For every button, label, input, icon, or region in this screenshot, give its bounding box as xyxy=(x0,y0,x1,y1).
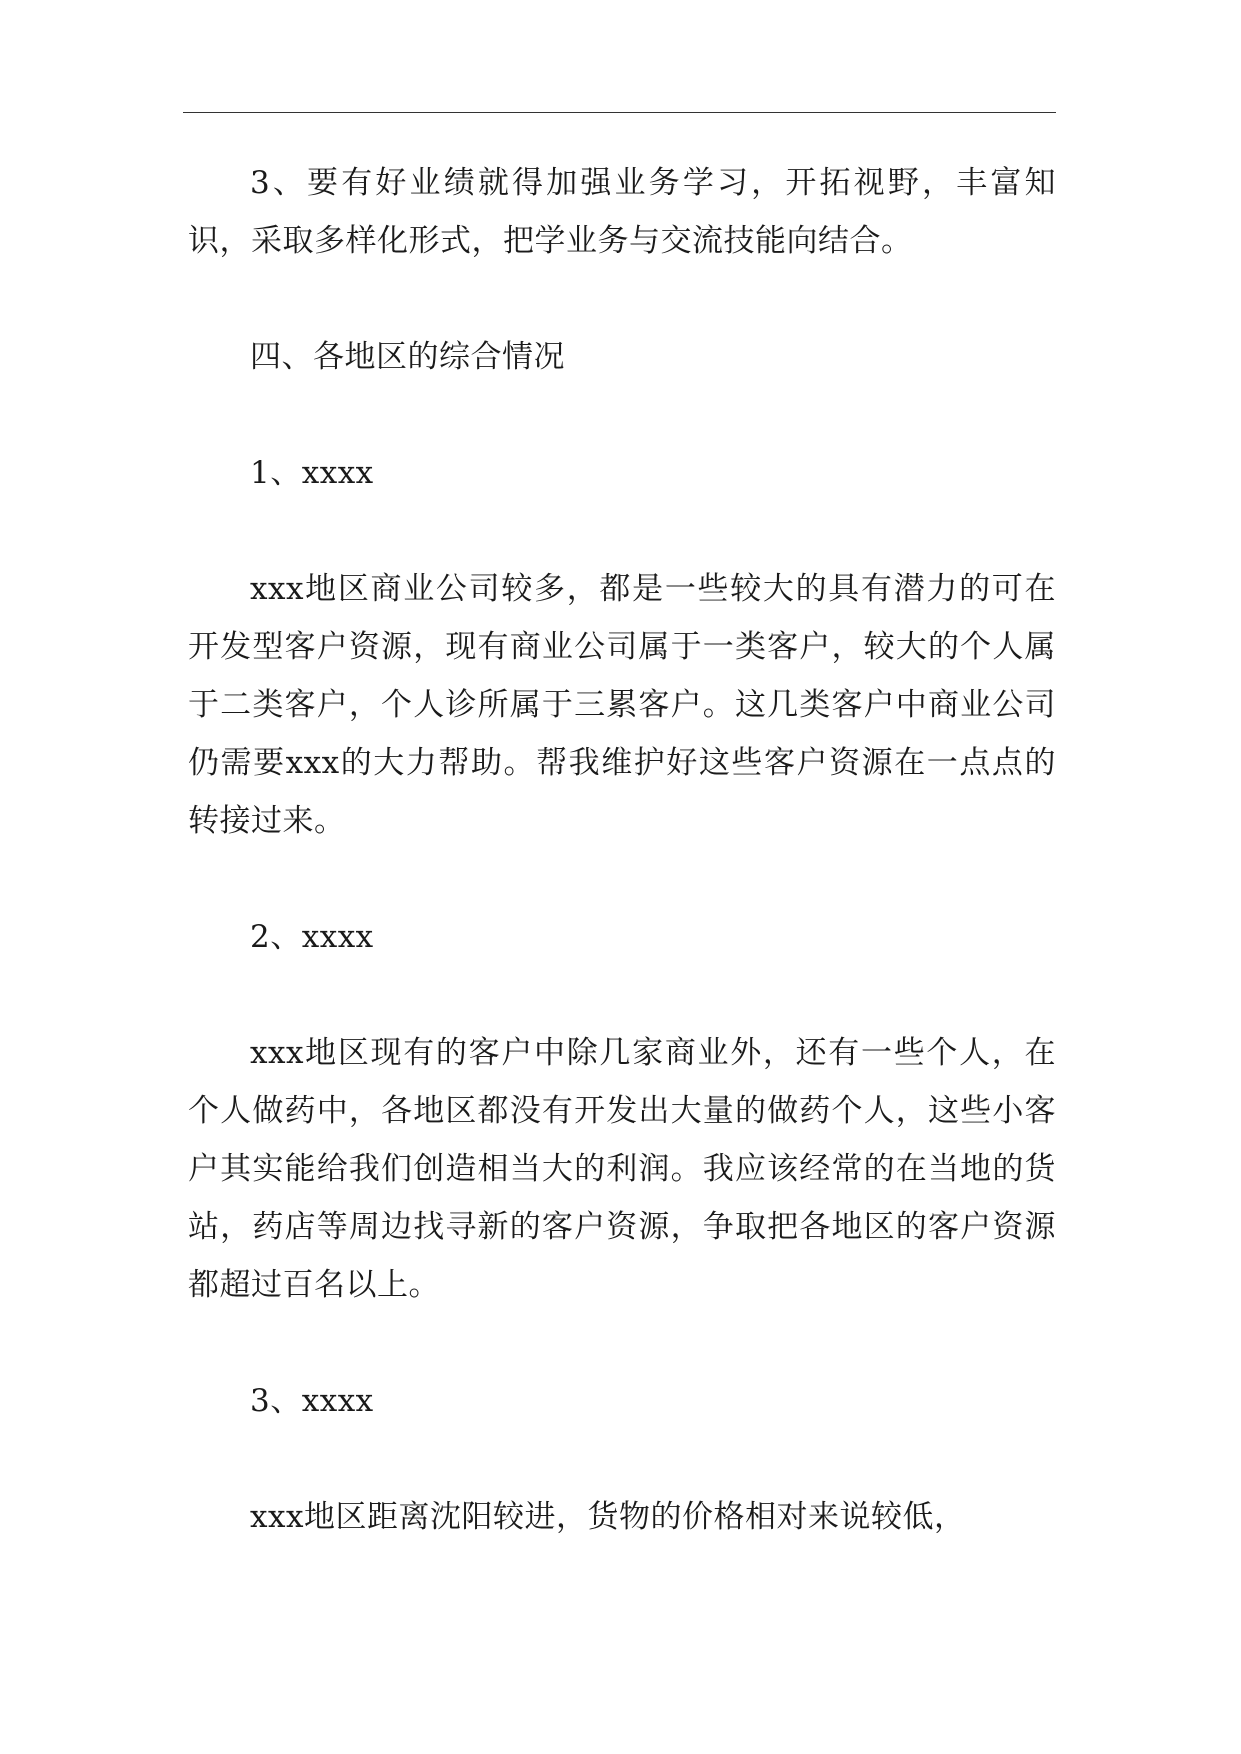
paragraph-region-1: xxx地区商业公司较多，都是一些较大的具有潜力的可在开发型客户资源，现有商业公司属于一类客户，较大的个人属于二类客户，个人诊所属于三累客户。这几类客户中商业公司仍需要xxx的大力帮助。帮我维护好这些客户资源在一点点的转接过来。 xyxy=(188,571,1056,839)
subheading-region-1: 1、xxxx xyxy=(250,455,374,491)
subheading-region-2: 2、xxxx xyxy=(250,919,374,955)
document-body xyxy=(188,154,1056,1546)
paragraph-region-2: xxx地区现有的客户中除几家商业外，还有一些个人，在个人做药中，各地区都没有开发出大量的做药个人，这些小客户其实能给我们创造相当大的利润。我应该经常的在当地的货站，药店等周边找寻新的客户资源，争取把各地区的客户资源都超过百名以上。 xyxy=(188,1035,1056,1303)
subheading-region-3: 3、xxxx xyxy=(250,1383,374,1419)
paragraph-region-3: xxx地区距离沈阳较进，货物的价格相对来说较低， xyxy=(250,1499,966,1535)
header-rule xyxy=(183,112,1056,113)
paragraph-improve-learning: 3、要有好业绩就得加强业务学习，开拓视野，丰富知识，采取多样化形式，把学业务与交流技能向结合。 xyxy=(188,165,1056,259)
section-heading-regions: 四、各地区的综合情况 xyxy=(250,339,565,375)
